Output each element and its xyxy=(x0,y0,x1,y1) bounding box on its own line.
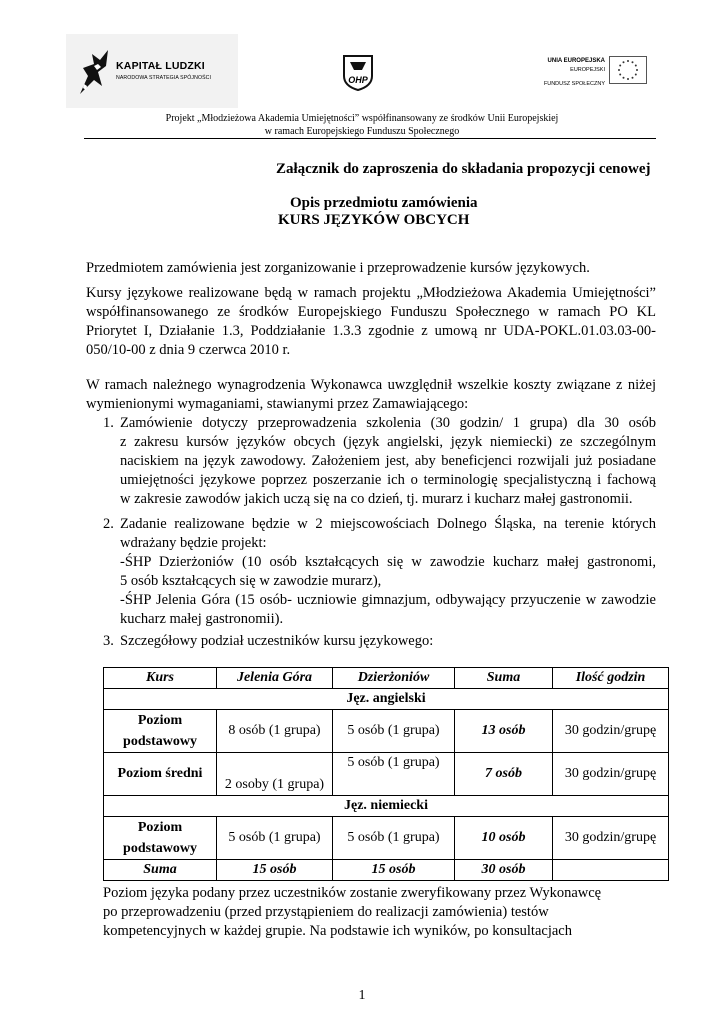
dzierzoniow-cell: 5 osób (1 grupa) xyxy=(333,710,455,753)
table-total-row xyxy=(104,860,669,881)
sum-cell: 7 osób xyxy=(455,753,553,796)
total-label-cell: Suma xyxy=(104,860,217,881)
total-hours-cell xyxy=(553,860,669,881)
item-1-number: 1. xyxy=(103,415,114,431)
section-label-english: Jęz. angielski xyxy=(104,689,669,710)
paragraph-line: współfinansowanego ze środków Europejskiego Funduszu Społecznego w ramach PO KL xyxy=(86,304,656,320)
paragraph-line: W ramach należnego wynagrodzenia Wykonawca uwzględnił wszelkie koszty związane z niżej xyxy=(86,377,656,393)
section-row-english xyxy=(104,689,669,710)
paragraph-line: po przeprowadzeniu (przed przystąpieniem do realizacji zamówienia) testów xyxy=(103,904,549,920)
level-cell: Poziom średni xyxy=(104,753,217,796)
paragraph-line: 050/10-00 z dnia 9 czerwca 2010 r. xyxy=(86,342,291,358)
item-2-number: 2. xyxy=(103,516,114,532)
paragraph-line: Poziom języka podany przez uczestników zostanie zweryfikowany przez Wykonawcę xyxy=(103,885,602,901)
eu-line2: EUROPEJSKI xyxy=(570,67,605,73)
requirements-paragraph xyxy=(86,376,656,414)
item-line: umiejętności językowe poprzez poszerzanie ich o terminologię specjalistyczną i fachową xyxy=(120,472,656,488)
item-line: kucharz małej gastronomii). xyxy=(120,611,284,627)
header-cell: Suma xyxy=(455,668,553,689)
item-3: Szczegółowy podział uczestników kursu językowego: xyxy=(120,633,434,649)
item-line: Zamówienie dotyczy przeprowadzenia szkolenia (30 godzin/ 1 grupa) dla 30 osób xyxy=(120,415,656,431)
paragraph-line: Kursy językowe realizowane będą w ramach projektu „Młodzieżowa Akademia Umiejętności” xyxy=(86,285,656,301)
dzierzoniow-cell: 5 osób (1 grupa) xyxy=(333,753,455,796)
table-row xyxy=(104,710,669,753)
level-cell: Poziom podstawowy xyxy=(104,710,217,753)
subject-title: Opis przedmiotu zamówienia xyxy=(290,195,478,211)
jelenia-gora-cell: 5 osób (1 grupa) xyxy=(217,817,333,860)
page-number: 1 xyxy=(358,988,366,1003)
annex-title: Załącznik do zaproszenia do składania propozycji cenowej xyxy=(276,161,651,177)
eu-line3: FUNDUSZ SPOŁECZNY xyxy=(543,81,605,87)
ohp-label: OHP xyxy=(348,75,368,85)
kapital-ludzki-subtitle: NARODOWA STRATEGIA SPÓJNOŚCI xyxy=(116,75,212,81)
hours-cell: 30 godzin/grupę xyxy=(553,753,669,796)
paragraph-line: kompetencyjnych w każdej grupie. Na podstawie ich wyników, po konsultacjach xyxy=(103,923,572,939)
project-line-1: Projekt „Młodzieżowa Akademia Umiejętności” współfinansowany ze środków Unii Europejskiej xyxy=(165,113,559,124)
eu-logo xyxy=(520,54,652,94)
header-cell: Jelenia Góra xyxy=(217,668,333,689)
total-dzierzoniow-cell: 15 osób xyxy=(333,860,455,881)
item-line: wdrażany będzie projekt: xyxy=(120,535,267,551)
jelenia-gora-cell: 2 osoby (1 grupa) xyxy=(217,753,333,796)
jelenia-gora-cell: 8 osób (1 grupa) xyxy=(217,710,333,753)
item-1 xyxy=(120,414,656,509)
item-line: Zadanie realizowane będzie w 2 miejscowościach Dolnego Śląska, na terenie których xyxy=(120,516,656,532)
header-divider xyxy=(84,138,656,139)
item-line: naciskiem na język zawodowy. Założeniem jest, aby beneficjenci rozwijali już posiadane xyxy=(120,453,656,469)
eu-title: UNIA EUROPEJSKA xyxy=(547,58,605,64)
paragraph-line: Priorytet I, Działanie 1.3, Poddziałanie 1.3.3 zgodnie z umową nr UDA-POKL.01.03.03-00- xyxy=(86,323,656,339)
header-cell: Kurs xyxy=(104,668,217,689)
item-3-number: 3. xyxy=(103,633,114,649)
table-row xyxy=(104,817,669,860)
ohp-badge-icon xyxy=(338,52,378,92)
hours-cell: 30 godzin/grupę xyxy=(553,817,669,860)
kapital-ludzki-figure-icon xyxy=(78,46,112,96)
item-line: -ŚHP Jelenia Góra (15 osób- uczniowie gimnazjum, odbywający przyuczenie w zawodzie xyxy=(120,592,656,608)
course-title: KURS JĘZYKÓW OBCYCH xyxy=(278,212,470,228)
section-label-german: Jęz. niemiecki xyxy=(104,796,669,817)
ohp-logo xyxy=(338,52,378,92)
total-jelenia-gora-cell: 15 osób xyxy=(217,860,333,881)
header-cell: Dzierżoniów xyxy=(333,668,455,689)
project-line-2: w ramach Europejskiego Funduszu Społecznego xyxy=(264,126,460,137)
item-2 xyxy=(120,515,656,629)
item-line: 5 osób kształcących się w zawodzie murarz), xyxy=(120,573,382,589)
participants-table xyxy=(103,667,669,881)
intro-paragraph: Przedmiotem zamówienia jest zorganizowanie i przeprowadzenie kursów językowych. xyxy=(86,260,590,276)
sum-cell: 13 osób xyxy=(455,710,553,753)
paragraph-line: wymienionymi wymaganiami, stawianymi przez Zamawiającego: xyxy=(86,396,469,412)
eu-flag-icon xyxy=(609,56,647,84)
header-cell: Ilość godzin xyxy=(553,668,669,689)
kapital-ludzki-title: KAPITAŁ LUDZKI xyxy=(116,60,205,72)
kapital-ludzki-logo xyxy=(66,34,238,108)
hours-cell: 30 godzin/grupę xyxy=(553,710,669,753)
closing-paragraph xyxy=(103,884,601,941)
dzierzoniow-cell: 5 osób (1 grupa) xyxy=(333,817,455,860)
item-line: z zakresu kursów języków obcych (język angielski, język niemiecki) ze szczególnym xyxy=(120,434,656,450)
item-line: w zakresie zawodów jakich uczą się na co dzień, tj. murarz i kucharz małej gastronomii. xyxy=(120,491,633,507)
level-cell: Poziom podstawowy xyxy=(104,817,217,860)
item-line: -ŚHP Dzierżoniów (10 osób kształcących się w zawodzie kucharz małej gastronomi, xyxy=(120,554,656,570)
section-row-german xyxy=(104,796,669,817)
project-paragraph xyxy=(86,284,656,360)
sum-cell: 10 osób xyxy=(455,817,553,860)
table-row xyxy=(104,753,669,796)
total-sum-cell: 30 osób xyxy=(455,860,553,881)
table-header-row xyxy=(104,668,669,689)
